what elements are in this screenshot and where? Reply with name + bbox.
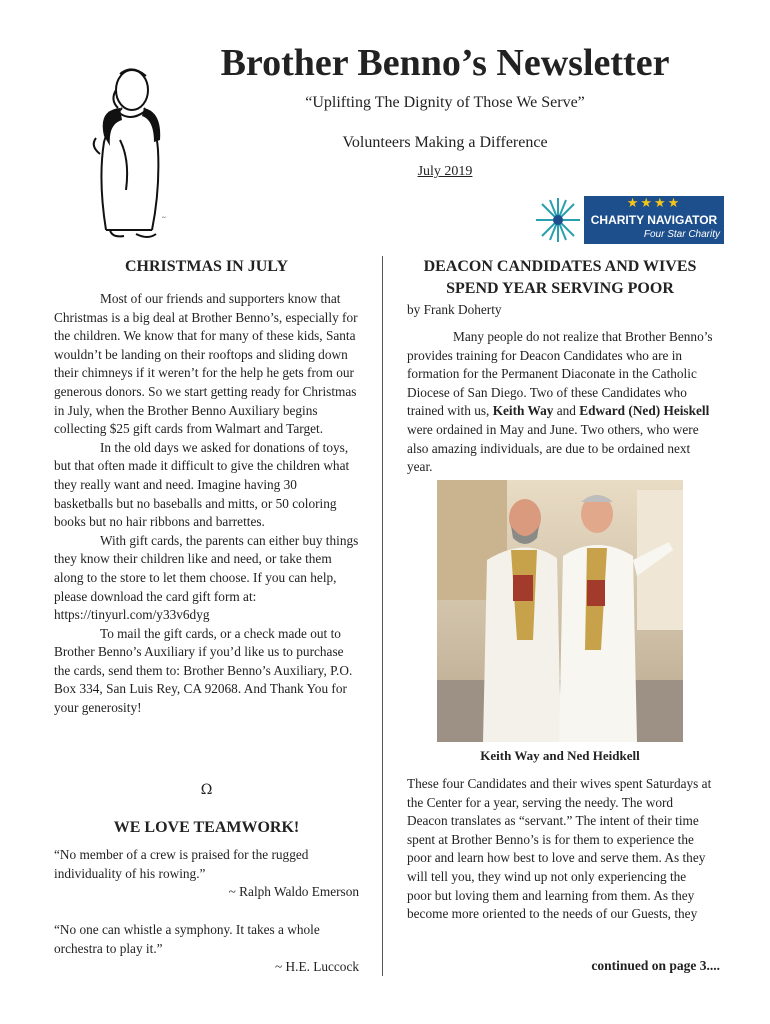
- deacon-paragraph-1: [407, 328, 713, 477]
- deacon-name-keith: Keith Way: [492, 403, 554, 419]
- teamwork-heading: WE LOVE TEAMWORK!: [113, 819, 300, 836]
- four-star-rating: ★★★★: [626, 196, 682, 211]
- christmas-paragraph: To mail the gift cards, or a check made out to Brother Benno’s Auxiliary if you’d like us to purchase the cards, send them to: Brother Benno’s Auxiliary, P.O. Box 334, San Luis Rey, CA 92068. And Thank You for your generosity!: [54, 625, 353, 716]
- newsletter-title: Brother Benno’s Newsletter: [220, 42, 670, 84]
- deacons-photo: [437, 480, 683, 742]
- article-byline: by Frank Doherty: [407, 302, 502, 317]
- deacon-heading-line2: SPEND YEAR SERVING POOR: [446, 280, 674, 297]
- emerson-author: ~ Ralph Waldo Emerson: [228, 884, 359, 899]
- luccock-author: ~ H.E. Luccock: [275, 959, 359, 974]
- four-star-label: Four Star Charity: [643, 229, 720, 240]
- christmas-heading: CHRISTMAS IN JULY: [125, 258, 288, 275]
- christmas-article: [54, 290, 359, 718]
- brother-benno-sketch: [60, 50, 200, 245]
- deacon-name-ned: Edward (Ned) Heiskell: [579, 403, 710, 419]
- charity-navigator-name: CHARITY NAVIGATOR: [590, 213, 718, 227]
- issue-date: July 2019: [417, 164, 473, 179]
- deacon-text: were ordained in May and June. Two others, who were also amazing individuals, are due to be ordained next year.: [407, 421, 699, 475]
- luccock-quote: “No one can whistle a symphony. It takes a whole orchestra to play it.”: [54, 922, 320, 956]
- column-divider: [382, 256, 383, 976]
- photo-caption: Keith Way and Ned Heidkell: [480, 748, 640, 763]
- continued-notice: continued on page 3....: [591, 958, 720, 973]
- christmas-paragraph: With gift cards, the parents can either buy things they know their children like and need, or take them along to the store to let them choose. If you can help, please download the card gift form at: https://tinyurl.com/y33v6dyg: [54, 532, 359, 623]
- deacon-text: and: [553, 403, 580, 419]
- charity-navigator-badge: [532, 194, 724, 246]
- christmas-paragraph: Most of our friends and supporters know that Christmas is a big deal at Brother Benno’s, especially for the children. We know that for many of these kids, Santa wouldn’t be landing on their rooftops and sliding down their chimneys if it weren’t for the help he gets from our generous donors. So we start getting ready for Christmas in July, when the Brother Benno Auxiliary begins collecting $25 gift cards from Walmart and Target.: [54, 291, 358, 437]
- subtitle: Volunteers Making a Difference: [342, 134, 548, 151]
- deacon-heading-line1: DEACON CANDIDATES AND WIVES: [423, 258, 697, 275]
- emerson-quote: “No member of a crew is praised for the rugged individuality of his rowing.”: [54, 847, 309, 881]
- section-separator: Ω: [200, 782, 213, 798]
- tagline: “Uplifting The Dignity of Those We Serve”: [305, 94, 585, 111]
- deacon-paragraph-2: These four Candidates and their wives spent Saturdays at the Center for a year, serving the needy. The word Deacon translates as “servant.” The intent of their time spent at Brother Benno’s is for them to experience the poor and learn how best to love and serve them. As they will tell you, they wind up not only experiencing the poor but loving them and learning from them. As they become more oriented to the needs of our Guests, they: [407, 776, 712, 922]
- christmas-paragraph: In the old days we asked for donations of toys, but that often made it difficult to give the children what they really want and need. Imagine having 30 basketballs but no baseballs and mitts, or 50 coloring books but no hair ribbons and barrettes.: [54, 439, 350, 530]
- deacon-text: Many people do not realize that Brother Benno’s provides training for Deacon Candidates who are in formation for the Permanent Diaconate in the Catholic Diocese of San Diego. Two of these Candidates who trained with us,: [407, 329, 713, 419]
- svg-text:~: ~: [162, 214, 166, 222]
